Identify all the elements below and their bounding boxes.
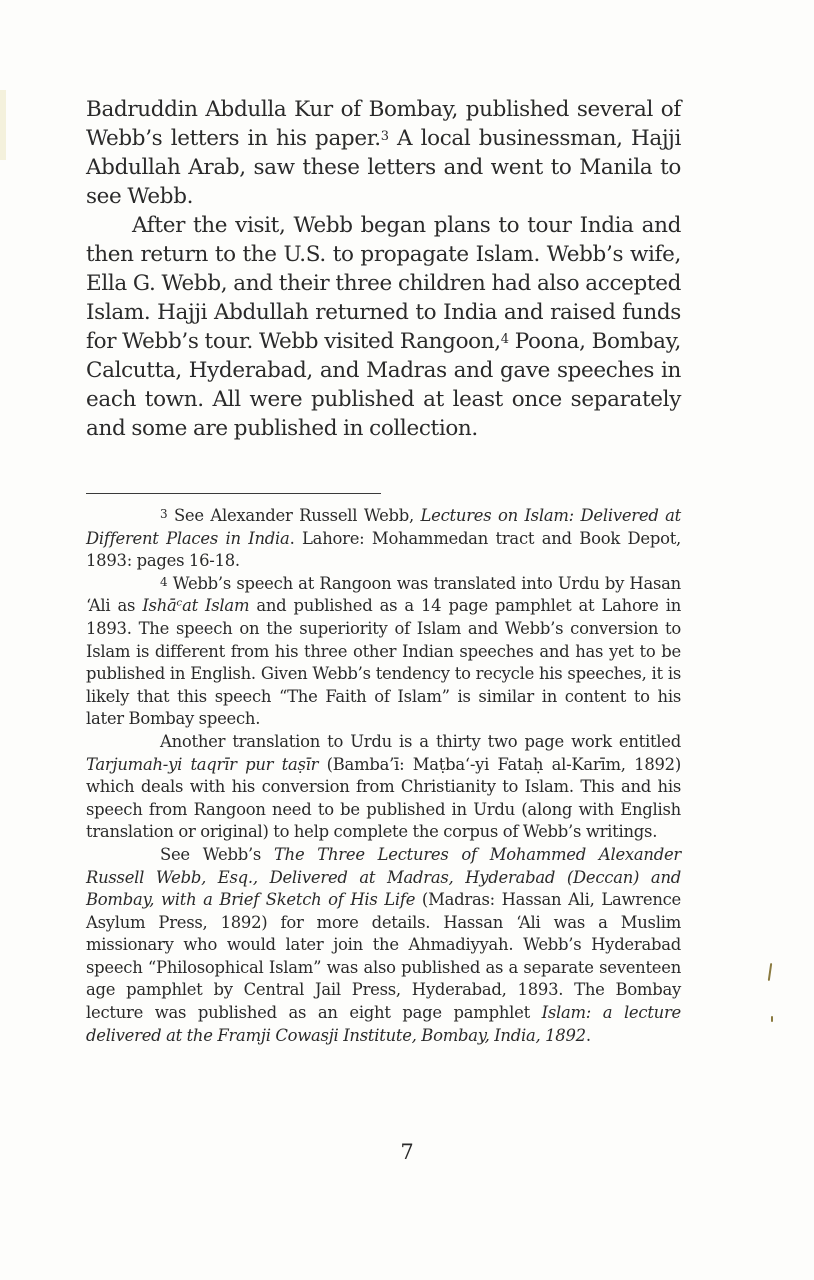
paper-speck [771, 1016, 773, 1022]
text-run: See Webb’s [160, 844, 274, 864]
footnote-4-continued-1 [86, 731, 681, 844]
footnote-number: 4 [160, 574, 168, 589]
page-edge-shadow [0, 90, 6, 160]
text-run: and published as a 14 page pamphlet at Lahore in 1893. The speech on the superiority of Islam and Webb’s conversion to Islam is different from his three other Indian speeches and has yet to be published in English. Given Webb’s tendency to recycle his speeches, it is likely that this speech “The Faith of Islam” is similar in content to his later Bombay speech. [86, 596, 681, 729]
book-title: The Three Lectures of Mohammed Alexander Russell Webb, Esq., Delivered at Madras, Hyderabad (Deccan) and Bombay, with a Brief Sketch of His Life [86, 844, 682, 910]
text-run: Another translation to Urdu is a thirty two page work entitled [160, 731, 681, 751]
footnote-separator [86, 493, 381, 494]
footnote-4 [86, 573, 681, 731]
footnote-4-continued-2 [86, 844, 681, 1047]
text-run: See Alexander Russell Webb, [167, 506, 421, 525]
book-title: Ishāᶜat Islam [142, 596, 250, 616]
text-run: After the visit, Webb began plans to tour India and then return to the U.S. to propagate Islam. Webb’s wife, Ella G. Webb, and their three children had also accepted Islam. Hajji Abdullah returned to India and raised funds for Webb’s tour. Webb visited Rangoon, [86, 213, 681, 354]
paragraph-1 [86, 95, 681, 211]
text-run: . Lahore: Mohammedan tract and Book Depot, 1893: pages 16-18. [86, 528, 682, 571]
footnote-number: 3 [160, 507, 168, 521]
main-text [86, 95, 681, 443]
paragraph-2 [86, 211, 681, 443]
paper-speck [768, 963, 772, 981]
text-run: A local businessman, Hajji Abdullah Arab, saw these letters and went to Manila to see Webb. [86, 126, 681, 209]
text-run: Poona, Bombay, Calcutta, Hyderabad, and Madras and gave speeches in each town. All were published at least once separately and some are published in collection. [86, 329, 681, 441]
text-run: . [585, 1025, 591, 1045]
book-title: Islam: a lecture delivered at the Framji Cowasji Institute, Bombay, India, 1892 [86, 1003, 681, 1045]
footnote-ref-4[interactable]: 4 [500, 332, 509, 347]
footnotes [86, 505, 681, 1047]
text-run: (Madras: Hassan Ali, Lawrence Asylum Press, 1892) for more details. Hassan ‘Ali was a Muslim missionary who would later join the Ahmadiyyah. Webb’s Hyderabad speech “Philosophical Islam” was also published as a separate seventeen age pamphlet by Central Jail Press, Hyderabad, 1893. The Bombay lecture was published as an eight page pamphlet [86, 890, 682, 1023]
page-number: 7 [400, 1140, 414, 1164]
book-title: Tarjumah-yi taqrīr pur taṣīr [86, 754, 319, 774]
footnote-3 [86, 505, 681, 573]
text-run: Badruddin Abdulla Kur of Bombay, published several of Webb’s letters in his paper. [86, 97, 681, 151]
text-run: (Bamba’ī: Maṭba‘-yi Fataḥ al-Karīm, 1892) which deals with his conversion from Christianity to Islam. This and his speech from Rangoon need to be published in Urdu (along with English translation or original) to help complete the corpus of Webb’s writings. [86, 754, 681, 842]
book-title: Lectures on Islam: Delivered at Different Places in India [86, 506, 681, 548]
text-run: Webb’s speech at Rangoon was translated into Urdu by Hasan ‘Ali as [86, 573, 681, 616]
footnote-ref-3[interactable]: 3 [380, 129, 389, 144]
